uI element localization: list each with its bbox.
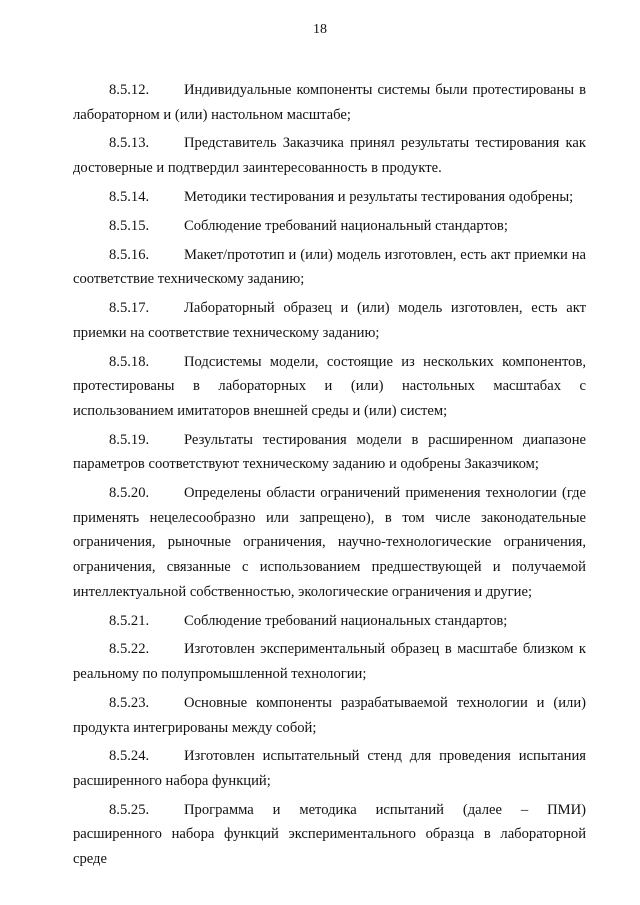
list-item bbox=[73, 609, 586, 634]
item-text: Результаты тестирования модели в расширенном диапазоне параметров соответствуют техническому заданию и одобрены Заказчиком; bbox=[73, 431, 586, 473]
item-number: 8.5.12. bbox=[109, 82, 150, 98]
document-body bbox=[73, 78, 586, 876]
item-number: 8.5.14. bbox=[109, 188, 150, 205]
item-text: Программа и методика испытаний (далее – ПМИ) расширенного набора функций экспериментального образца в лабораторной среде bbox=[73, 801, 586, 868]
list-item bbox=[73, 350, 586, 424]
list-item bbox=[73, 798, 586, 872]
item-text: Макет/прототип и (или) модель изготовлен, есть акт приемки на соответствие техническому заданию; bbox=[73, 246, 586, 288]
list-item bbox=[73, 214, 586, 239]
item-text: Изготовлен испытательный стенд для проведения испытания расширенного набора функций; bbox=[73, 748, 586, 789]
list-item bbox=[73, 185, 586, 210]
item-number: 8.5.16. bbox=[109, 246, 150, 263]
item-number: 8.5.25. bbox=[109, 801, 150, 818]
item-text: Представитель Заказчика принял результаты тестирования как достоверные и подтвердил заинтересованность в продукте. bbox=[73, 135, 586, 177]
list-item bbox=[73, 744, 586, 793]
list-item bbox=[73, 296, 586, 345]
item-number: 8.5.19. bbox=[109, 431, 150, 448]
item-text: Подсистемы модели, состоящие из нескольких компонентов, протестированы в лабораторных и (или) настольных масштабах с использованием имитаторов внешней среды и (или) систем; bbox=[73, 353, 586, 419]
item-text: Лабораторный образец и (или) модель изготовлен, есть акт приемки на соответствие техническому заданию; bbox=[73, 300, 586, 341]
list-item bbox=[73, 481, 586, 604]
page-number: 18 bbox=[313, 22, 327, 37]
item-text: Соблюдение требований национальных стандартов; bbox=[184, 612, 508, 629]
item-number: 8.5.23. bbox=[109, 694, 150, 711]
item-text: Основные компоненты разрабатываемой технологии и (или) продукта интегрированы между собой; bbox=[73, 694, 586, 736]
list-item bbox=[73, 78, 586, 127]
item-number: 8.5.18. bbox=[109, 353, 150, 370]
item-number: 8.5.22. bbox=[109, 641, 150, 658]
list-item bbox=[73, 637, 586, 686]
list-item bbox=[73, 131, 586, 180]
item-number: 8.5.13. bbox=[109, 135, 150, 152]
item-number: 8.5.17. bbox=[109, 300, 150, 317]
item-text: Изготовлен экспериментальный образец в масштабе близком к реальному по полупромышленной технологии; bbox=[73, 641, 586, 683]
item-number: 8.5.24. bbox=[109, 748, 150, 765]
item-number: 8.5.15. bbox=[109, 217, 150, 234]
item-text: Определены области ограничений применения технологии (где применять нецелесообразно или запрещено), в том числе законодательные ограничения, рыночные ограничения, научно-технологические ограничения, ограничения, связанные с использованием предшествующей и получаемой интеллектуальной собственностью, экологические ограничения и другие; bbox=[73, 485, 586, 600]
item-text: Методики тестирования и результаты тестирования одобрены; bbox=[184, 188, 574, 205]
list-item bbox=[73, 691, 586, 740]
list-item bbox=[73, 243, 586, 292]
item-number: 8.5.21. bbox=[109, 612, 150, 629]
item-text: Индивидуальные компоненты системы были протестированы в лабораторном и (или) настольном масштабе; bbox=[73, 82, 586, 123]
item-text: Соблюдение требований национальный стандартов; bbox=[184, 217, 508, 234]
item-number: 8.5.20. bbox=[109, 485, 150, 502]
list-item bbox=[73, 428, 586, 477]
